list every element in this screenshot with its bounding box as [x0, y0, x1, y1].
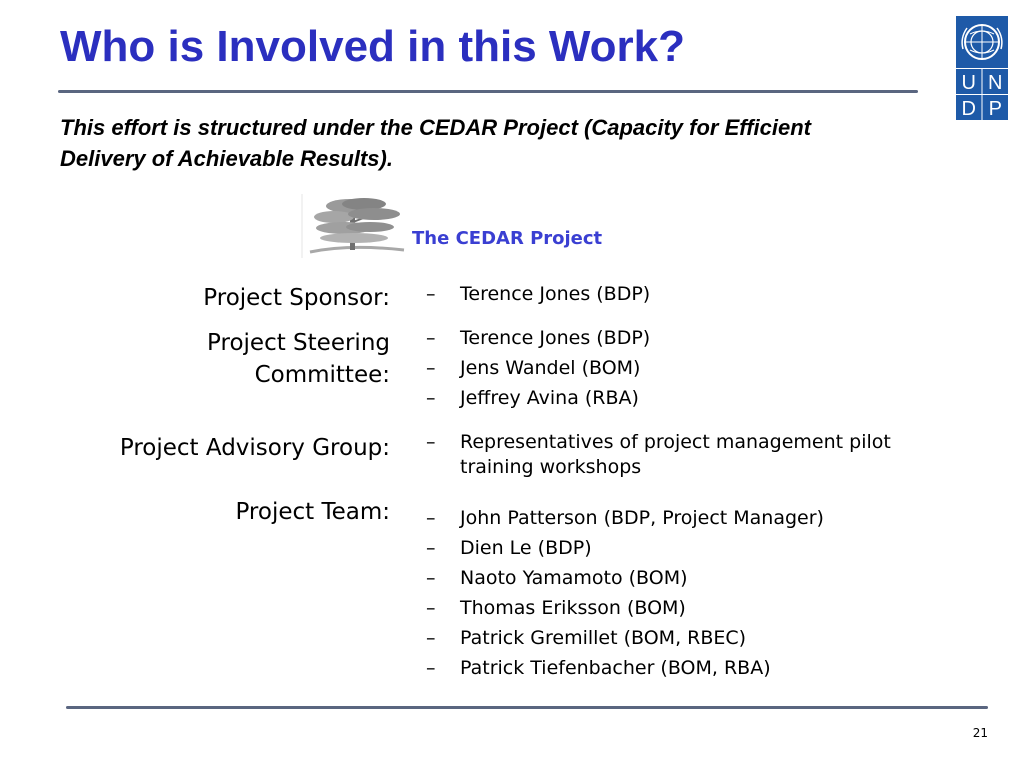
member-list-project-steering-committee — [426, 323, 650, 413]
list-item — [426, 279, 650, 309]
dash-bullet: – — [426, 657, 436, 679]
list-item — [426, 593, 824, 623]
dash-bullet: – — [426, 537, 436, 559]
member-name: Patrick Tiefenbacher (BOM, RBA) — [460, 657, 771, 679]
title-divider — [58, 90, 918, 93]
member-list-project-sponsor — [426, 279, 650, 309]
dash-bullet: – — [426, 431, 436, 453]
member-name: Dien Le (BDP) — [460, 537, 592, 559]
un-emblem-icon — [956, 16, 1008, 120]
member-name: Terence Jones (BDP) — [460, 327, 651, 349]
dash-bullet: – — [426, 357, 436, 379]
page-number: 21 — [972, 726, 988, 740]
slide-subtitle: This effort is structured under the CEDAR Project (Capacity for Efficient Delivery of Achievable Results). — [60, 115, 811, 171]
member-name: Representatives of project management pilot training workshops — [460, 431, 891, 478]
list-item — [426, 383, 650, 413]
role-label-project-steering-committee: Project Steering Committee: — [207, 330, 390, 388]
list-item — [426, 323, 650, 353]
list-item — [426, 353, 650, 383]
member-name: Terence Jones (BDP) — [460, 283, 651, 305]
member-name: Patrick Gremillet (BOM, RBEC) — [460, 627, 747, 649]
list-item — [426, 653, 824, 683]
dash-bullet: – — [426, 283, 436, 305]
member-name: Thomas Eriksson (BOM) — [460, 597, 686, 619]
logo-letter-p: P — [988, 98, 1002, 120]
undp-logo — [956, 16, 1008, 120]
list-item — [426, 503, 824, 533]
dash-bullet: – — [426, 597, 436, 619]
cedar-project-logo — [300, 192, 620, 260]
role-label-project-sponsor: Project Sponsor: — [203, 285, 390, 311]
dash-bullet: – — [426, 327, 436, 349]
slide-title: Who is Involved in this Work? — [60, 22, 686, 71]
dash-bullet: – — [426, 567, 436, 589]
dash-bullet: – — [426, 627, 436, 649]
list-item — [426, 533, 824, 563]
member-name: John Patterson (BDP, Project Manager) — [460, 507, 824, 529]
cedar-tree-icon — [300, 192, 412, 260]
cedar-project-name: The CEDAR Project — [412, 228, 603, 249]
list-item — [426, 623, 824, 653]
logo-letter-n: N — [988, 72, 1003, 94]
list-item — [426, 563, 824, 593]
list-item — [426, 430, 896, 480]
member-name: Naoto Yamamoto (BOM) — [460, 567, 688, 589]
role-label-project-team: Project Team: — [235, 499, 390, 525]
role-label-project-advisory-group: Project Advisory Group: — [119, 435, 390, 461]
dash-bullet: – — [426, 507, 436, 529]
member-list-project-advisory-group — [426, 430, 896, 480]
footer-divider — [66, 706, 988, 709]
member-list-project-team — [426, 503, 824, 683]
member-name: Jeffrey Avina (RBA) — [460, 387, 639, 409]
logo-letter-u: U — [961, 72, 976, 94]
dash-bullet: – — [426, 387, 436, 409]
logo-letter-d: D — [961, 98, 976, 120]
member-name: Jens Wandel (BOM) — [460, 357, 641, 379]
